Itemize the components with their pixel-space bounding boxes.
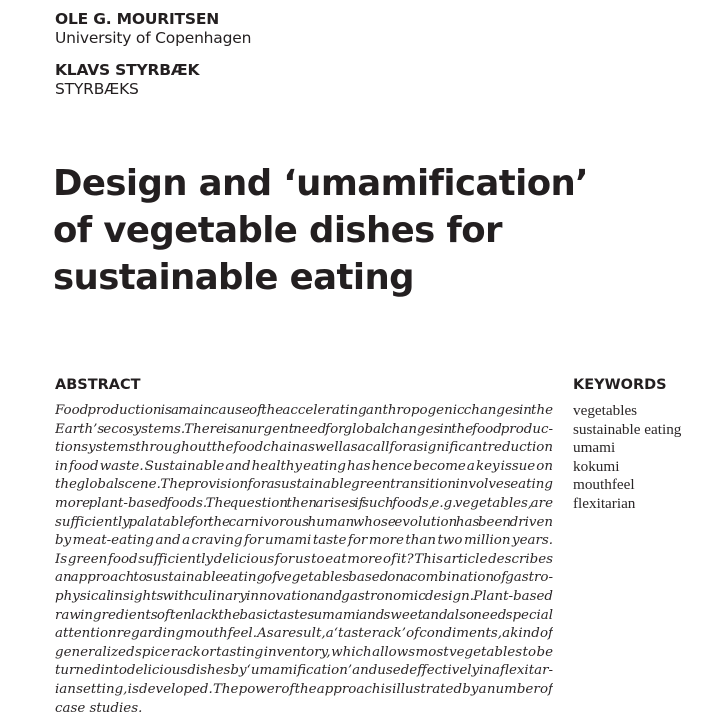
abstract-line: case studies. (55, 700, 143, 716)
abstract-line: in food waste. Sustainable and healthy eating has hence become a key issue on (55, 458, 553, 474)
keyword-item: flexitarian (573, 494, 636, 512)
abstract-line: the global scene. The provision for a sustainable green transition involves eating (55, 477, 553, 493)
abstract-body (55, 402, 553, 718)
keywords-heading: KEYWORDS (573, 377, 667, 393)
abstract-line: Is green food sufficiently delicious for us to eat more of it? This article describes (55, 551, 553, 567)
author-list (55, 10, 251, 99)
keyword-item: sustainable eating (573, 420, 682, 438)
author-name: KLAVS STYRBÆK (55, 61, 200, 79)
keyword-item: vegetables (573, 402, 638, 419)
abstract-line: by meat-eating and a craving for umami taste for more than two million years. (55, 533, 553, 549)
abstract-line: generalized spice rack or tasting inventory, which allows most vegetables to be (55, 644, 553, 660)
abstract-line: tion systems throughout the food chain as well as a call for a significant reduction (55, 440, 553, 456)
keyword-item: mouthfeel (573, 476, 635, 494)
abstract-line: more plant-based foods. The question then arises if such foods, e.g. vegetables, are (55, 495, 553, 511)
abstract-line: Earth’s ecosystems. There is an urgent need for global changes in the food produc- (55, 421, 553, 437)
abstract-line: raw ingredients often lack the basic tastes umami and sweet and also need special (55, 607, 553, 623)
abstract-line: ian setting, is developed. The power of the approach is illustrated by a number of (55, 681, 553, 697)
keyword-item: kokumi (573, 457, 620, 475)
author-affiliation: University of Copenhagen (55, 29, 252, 47)
title-line: of vegetable dishes for (53, 210, 502, 251)
abstract-line: Food production is a main cause of the accelerating anthropogenic changes in the (55, 403, 553, 418)
abstract-line: sufficiently palatable for the carnivorous human whose evolution has been driven (55, 514, 553, 530)
abstract-line: physical insights with culinary innovation and gastronomic design. Plant-based (55, 588, 553, 604)
title-line: sustainable eating (53, 257, 414, 298)
author-block (55, 10, 251, 48)
title-line: Design and ‘umamification’ (53, 163, 589, 204)
abstract-line: an approach to sustainable eating of vegetables based on a combination of gastro- (55, 570, 553, 586)
abstract-heading: ABSTRACT (55, 377, 141, 393)
keywords-list (573, 402, 681, 514)
keyword-item: umami (573, 439, 616, 457)
abstract-line: turned into delicious dishes by ‘umamification’ and used effectively in a flexitar- (55, 663, 553, 679)
paper-title (53, 160, 588, 301)
author-name: OLE G. MOURITSEN (55, 10, 220, 28)
abstract-line: attention regarding mouthfeel. As a result, a ‘taste rack’ of condiments, a kind of (55, 626, 553, 642)
author-affiliation: STYRBÆKS (55, 80, 139, 98)
author-block (55, 61, 251, 99)
